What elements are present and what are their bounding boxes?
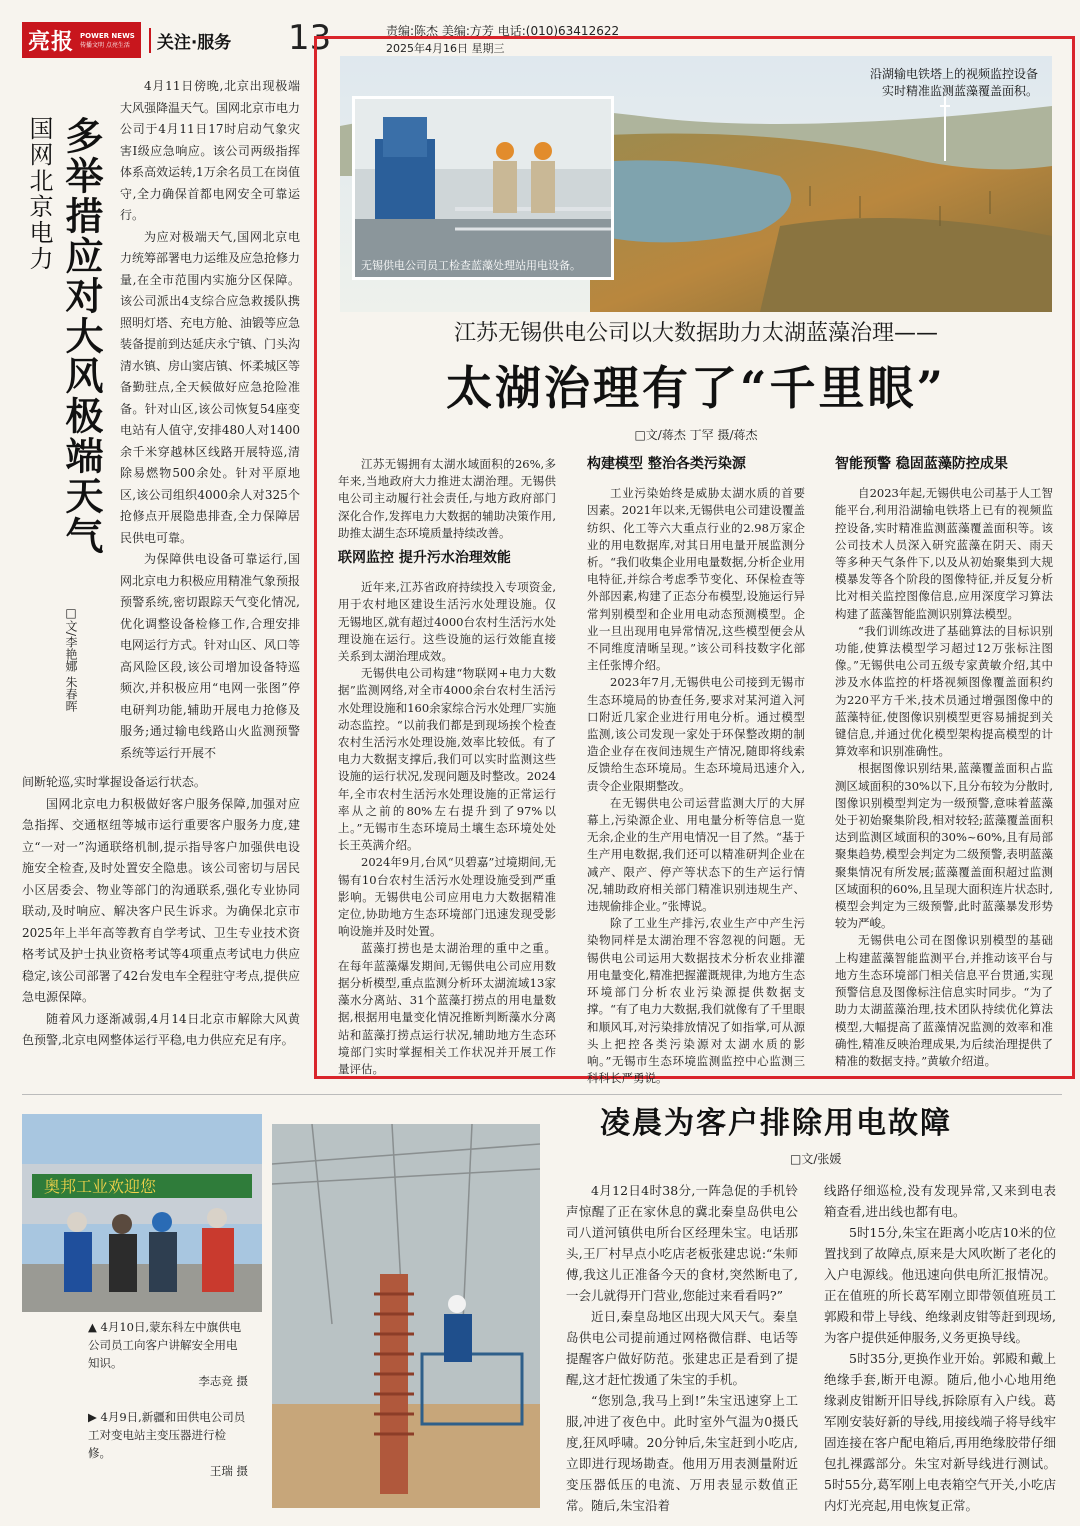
lake-caption [870,66,1038,100]
photo-transformer-image [272,1124,540,1508]
paragraph: 4月12日4时38分,一阵急促的手机铃声惊醒了正在家休息的冀北秦皇岛供电公司八道河镇供电所台区经理朱宝。电话那头,王厂村早点小吃店老板张建忠说:“朱师傅,我这儿正准备今天的食材,突然断电了,一会儿就得开门营业,您能过来看看吗?” [566,1183,798,1303]
story-byline: □文/张媛 [790,1152,842,1166]
section-heading: 联网监控 提升污水治理效能 [338,550,511,567]
date-line: 2025年4月16日 星期三 [386,42,505,55]
paragraph: 国网北京电力积极做好客户服务保障,加强对应急指挥、交通枢纽等城市运行重要客户服务力度,建立“一对一”沟通联络机制,提示指导客户加强供电设施安全检查,及时处置安全隐患。该公司密切与居民小区居委会、物业等部门的沟通联系,强化专业协同联动,及时响应、解决客户民生诉求。为确保北京市2025年上半年高等教育自学考试、卫生专业技术资格考试及护士执业资格考试等4项重点考试电力供应稳定,该公司部署了42台发电车全程驻守考点,提供应急电源保障。 [22,796,300,1004]
paragraph: 2023年7月,无锡供电公司接到无锡市生态环境局的协查任务,要求对某河道入河口附近几家企业进行用电分析。通过模型监测,该公司发现一家处于环保整改期的制造企业存在夜间违规生产情况,随即将线索反馈给生态环境局。生态环境局迅速介入,责令企业限期整改。 [587,675,805,793]
paragraph: 无锡供电公司构建“物联网+电力大数据”监测网络,对全市4000余台农村生活污水处理设施和160余家综合污水处理厂实施动态监控。“以前我们都是到现场挨个检查农村生活污水处理设施,效率比较低。有了电力大数据支撑后,我们可以实时监测这些设施的运行状况,发现问题及时整改。2024年,全市农村生活污水处理设施的正常运行率从之前的80%左右提升到了97%以上。”无锡市生态环境局土壤生态环境处处长王英满介绍。 [338,666,556,853]
paragraph: “您别急,我马上到!”朱宝迅速穿上工服,冲进了夜色中。此时室外气温为0摄氏度,狂风呼啸。20分钟后,朱宝赶到小吃店,立即进行现场勘查。他用万用表测量附近变压器低压的电流、万用表显示数值正常。随后,朱宝沿着 [566,1393,798,1513]
left-article [22,76,300,1086]
paragraph: 2024年9月,台风“贝碧嘉”过境期间,无锡有10台农村生活污水处理设施受到严重影响。无锡供电公司应用电力大数据精准定位,协助地方生态环境部门迅速发现受影响设施并及时处置。 [338,855,556,939]
photo-credit: 王瑞 摄 [209,1464,248,1478]
paragraph: 根据图像识别结果,蓝藻覆盖面积占监测区域面积的30%以下,且分布较为分散时,图像识别模型判定为一级预警,意味着蓝藻处于初始聚集阶段,相对较轻;蓝藻覆盖面积达到监测区域面积的30%~60%,且有局部聚集趋势,模型会判定为二级预警,表明蓝藻聚集情况有所发展;蓝藻覆盖面积超过监测区域面积的60%,且呈现大面积连片状态时,模型会判定为三级预警,此时蓝藻暴发形势较为严峻。 [835,761,1053,931]
paragraph: 间断轮巡,实时掌握设备运行状态。 [22,775,206,789]
section-tag: 关注·服务 [149,28,231,53]
story-column-1 [566,1180,798,1516]
feature-byline: □文/蒋杰 丁罕 摄/蒋杰 [634,428,758,442]
paragraph: 近年来,江苏省政府持续投入专项资金,用于农村地区建设生活污水处理设施。仅无锡地区,就有超过4000台农村生活污水处理设施在运行。这些设施的运行效能直接关系到太湖治理成效。 [338,580,556,664]
photo-safety-talk [22,1114,262,1312]
masthead [22,22,231,58]
paragraph: 5时15分,朱宝在距离小吃店10米的位置找到了故障点,原来是大风吹断了老化的入户电源线。他迅速向供电所汇报情况。正在值班的所长葛军刚立即带领值班员工郭殿和带上导线、绝缘剥皮钳等赶到现场,为客户提供延伸服务,义务更换导线。 [824,1225,1056,1345]
lake-caption-line: 沿湖输电铁塔上的视频监控设备 [869,67,1038,81]
caption-text: ▲ 4月10日,蒙东科左中旗供电公司员工向客户讲解安全用电知识。 [88,1320,242,1370]
paragraph: “我们训练改进了基础算法的目标识别功能,使算法模型学习超过12万张标注图像。”无锡供电公司五级专家黄敏介绍,其中涉及水体监控的杆塔视频图像覆盖面积约为220平方千米,技术员通过增强图像中的蓝藻特征,使图像识别模型更容易捕捉到关键信息,并通过优化模型架构提高模型的计算效率和识别准确性。 [835,623,1053,759]
inset-photo-image [355,99,611,277]
section-divider [22,1094,1062,1095]
paragraph: 江苏无锡拥有太湖水域面积的26%,多年来,当地政府大力推进太湖治理。无锡供电公司主动履行社会责任,与地方政府部门深化合作,发挥电力大数据的辅助决策作用,助推太湖生态环境质量持续改善。 [338,457,556,540]
feature-column-2 [587,456,805,1087]
paragraph: 随着风力逐渐减弱,4月14日北京市解除大风黄色预警,北京电网整体运行平稳,电力供应充足有序。 [22,1011,300,1047]
editor-line: 责编:陈杰 美编:方芳 电话:(010)63412622 [386,24,620,38]
feature-column-3 [835,456,1053,1070]
inset-caption: 无锡供电公司员工检查蓝藻处理站用电设备。 [361,259,581,272]
brand-name: 亮报 [28,29,75,55]
paragraph: 蓝藻打捞也是太湖治理的重中之重。在每年蓝藻爆发期间,无锡供电公司应用数据分析模型,重点监测分析环太湖流域13家藻水分离站、31个蓝藻打捞点的用电量数据,根据用电量变化情况推断判断藻水分离站和蓝藻打捞点运行状况,辅助地方生态环境部门实时掌握相关工作状况并开展工作量评估。 [338,941,556,1076]
photo-safety-talk-image [22,1114,262,1312]
paragraph: 为保障供电设备可靠运行,国网北京电力积极应用精准气象预报预警系统,密切跟踪天气变化情况,优化调整设备检修工作,合理安排电网运行方式。针对山区、风口等高风险区段,该公司增加设备特巡频次,并积极应用“电网一张图”停电研判功能,辅助开展电力抢修及服务;通过输电线路山火监测预警系统等运行开展不 [120,552,301,760]
brand-en: POWER NEWS [80,31,135,40]
paragraph: 线路仔细巡检,没有发现异常,又来到电表箱查看,进出线也都有电。 [824,1183,1056,1219]
brand-slogan: 传播文明 点亮生活 [80,41,130,49]
section-heading: 智能预警 稳固蓝藻防控成果 [835,456,1008,472]
paragraph: 除了工业生产排污,农业生产中产生污染物同样是太湖治理不容忽视的问题。无锡供电公司运用大数据技术分析农业排灌用电量变化,精准把握灌溉规律,为地方生态环境部门分析农业污染源提供数据支撑。“有了电力大数据,我们就像有了千里眼和顺风耳,对污染排放情况了如指掌,可从源头上把控各类污染源对太湖水质的影响。”无锡市生态环境监测监控中心监测三科科长严勇说。 [587,916,805,1086]
photo-caption-a [88,1318,248,1390]
page-number: 13 [288,18,332,58]
feature-column-1 [338,456,556,1078]
feature-title: 太湖治理有了“千里眼” [446,361,946,415]
article-org: 国网北京电力 [25,116,53,272]
paragraph: 4月11日傍晚,北京出现极端大风强降温天气。国网北京市电力公司于4月11日17时启动气象灾害Ⅰ级应急响应。该公司两级指挥体系高效运转,1万余名员工在岗值守,全力确保首都电网安全可靠运行。 [120,79,301,222]
story-headline: 凌晨为客户排除用电故障 [600,1106,952,1141]
inset-photo [352,96,614,280]
photo-caption-b [88,1408,248,1480]
article-body-bottom [22,772,300,1052]
story-column-2 [824,1180,1056,1516]
paragraph: 工业污染始终是威胁太湖水质的首要因素。2021年以来,无锡供电公司建设覆盖纺织、化工等六大重点行业的2.98万家企业的用电数据库,对其日用电量开展监测分析。“我们收集企业用电量数据,分析企业用电特征,并综合考虑季节变化、环保检查等外部因素,构建了正态分布模型,设施运行异常判别模型和企业用电动态预测模型。企业一旦出现用电异常情况,这些模型便会从不同维度清晰呈现。”该公司科技数字化部主任张博介绍。 [587,486,805,673]
paragraph: 无锡供电公司在图像识别模型的基础上构建蓝藻智能监测平台,并推动该平台与地方生态环境部门相关信息平台贯通,实现预警信息及图像标注信息实时同步。“为了助力太湖蓝藻治理,技术团队持续优化算法模型,大幅提高了蓝藻情况监测的效率和准确性,精准反映治理成果,为后续治理提供了精准的数据支持。”黄敏介绍道。 [835,933,1053,1068]
brand-logo [22,22,141,58]
paragraph: 5时35分,更换作业开始。郭殿和戴上绝缘手套,断开电源。随后,他小心地用绝缘剥皮钳断开旧导线,拆除原有入户线。葛军刚安装好新的导线,用接线端子将导线牢固连接在客户配电箱后,再用绝缘胶带仔细包扎裸露部分。朱宝对新导线进行测试。5时55分,葛军刚上电表箱空气开关,小吃店内灯光亮起,用电恢复正常。 [824,1351,1056,1513]
photo-credit: 李志竞 摄 [198,1374,248,1388]
caption-text: ▶ 4月9日,新疆和田供电公司员工对变电站主变压器进行检修。 [88,1410,246,1460]
section-heading: 构建模型 整治各类污染源 [587,456,746,472]
brand-sub [80,32,135,49]
lake-caption-line: 实时精准监测蓝藻覆盖面积。 [881,84,1038,98]
photo-transformer-maintenance [272,1124,540,1508]
paragraph: 自2023年起,无锡供电公司基于人工智能平台,利用沿湖输电铁塔上已有的视频监控设备,实时精准监测蓝藻覆盖面积等。该公司技术人员深入研究蓝藻在阴天、雨天等多种天气条件下,以及从初始聚集到大规模暴发等各个阶段的图像特征,并反复分析比对相关监控图像信息,应用深度学习算法构建了蓝藻智能监测识别算法模型。 [835,486,1053,621]
photo-sign-text: 奥邦工业欢迎您 [44,1177,157,1196]
article-body-top [120,76,300,764]
paragraph: 为应对极端天气,国网北京电力统筹部署电力运维及应急抢修力量,在全市范围内实施分区保障。该公司派出4支综合应急救援队携照明灯塔、充电方舱、油锻等应急装备提前到达延庆永宁镇、门头沟清水镇、房山窦店镇、怀柔城区等备勤驻点,全天候做好应急抢险准备。针对山区,该公司恢复54座变电站有人值守,安排480人对1400余千米穿越林区线路开展特巡,清除易燃物500余处。针对平原地区,该公司组织4000余人对325个抢修点开展隐患排查,全力保障居民供电可靠。 [120,229,301,545]
article-headline: 多举措应对大风极端天气 [59,116,104,556]
paragraph: 近日,秦皇岛地区出现大风天气。秦皇岛供电公司提前通过网格微信群、电话等提醒客户做好防范。张建忠正是看到了提醒,这才赶忙拨通了朱宝的手机。 [566,1309,798,1387]
article-byline: □文/李艳娜 朱春晖 [64,606,78,712]
feature-subtitle: 江苏无锡供电公司以大数据助力太湖蓝藻治理—— [453,321,938,346]
paragraph: 在无锡供电公司运营监测大厅的大屏幕上,污染源企业、用电量分析等信息一览无余,企业的生产用电情况一目了然。“基于生产用电数据,我们还可以精准研判企业在减产、限产、停产等状态下的生产运行情况,辅助政府相关部门精准识别违规生产、违规偷排企业。”张博说。 [587,795,805,914]
